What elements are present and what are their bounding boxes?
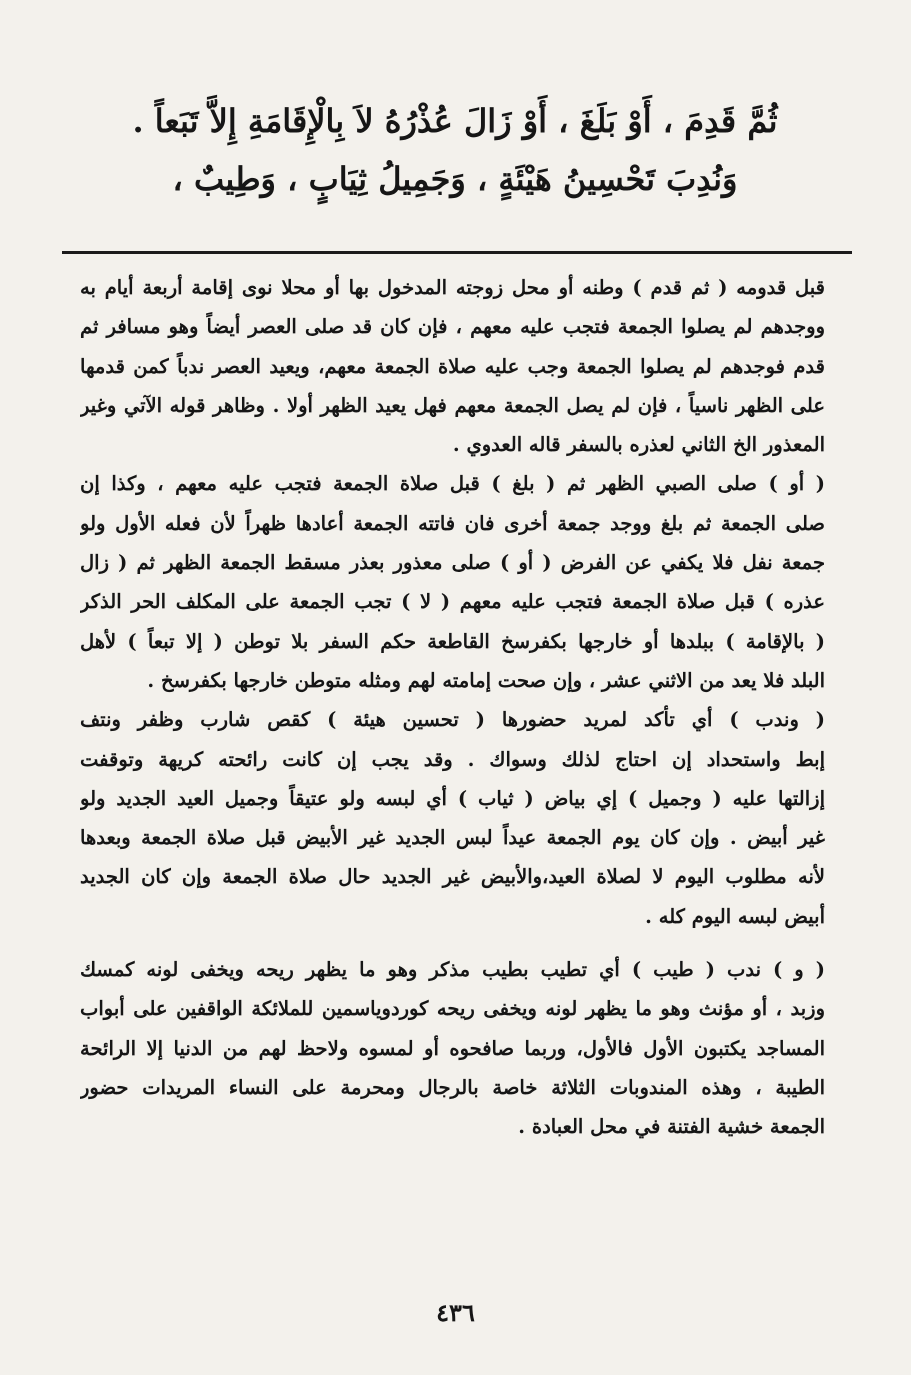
page-number: ٤٣٦: [436, 1298, 475, 1327]
commentary-text: [80, 268, 825, 1147]
text-line: غير أبيض . وإن كان يوم الجمعة عيداً لبس الجديد غير الأبيض قبل صلاة الجمعة وبعدها: [80, 826, 825, 850]
text-line: عذره ) قبل صلاة الجمعة فتجب عليه معهم ( لا ) تجب الجمعة على المكلف الحر الذكر: [80, 590, 825, 614]
text-line: إبط واستحداد إن احتاج لذلك وسواك . وقد يجب إن كانت رائحته كريهة وتوقفت: [80, 747, 825, 771]
text-line: جمعة نفل فلا يكفي عن الفرض ( أو ) صلى معذور بعذر مسقط الجمعة الظهر ثم ( زال: [80, 551, 825, 575]
text-line: لأنه مطلوب اليوم لا لصلاة العيد،والأبيض غير الجديد حال صلاة الجمعة وإن كان الجديد: [80, 865, 825, 889]
text-line: ( و ) ندب ( طيب ) أي تطيب بطيب مذكر وهو ما يظهر ريحه ويخفى لونه كمسك: [80, 958, 825, 982]
matn-line: وَنُدِبَ تَحْسِينُ هَيْئَةٍ ، وَجَمِيلُ ثِيَابٍ ، وَطِيبٌ ،: [172, 160, 738, 198]
commentary-paragraph: [80, 950, 825, 1146]
text-line: ( بالإقامة ) ببلدها أو خارجها بكفرسخ القاطعة حكم السفر بلا توطن ( إلا تبعاً ) لأهل: [80, 629, 825, 653]
text-line: إزالتها عليه ( وجميل ) إي بياض ( ثياب ) أي لبسه ولو عتيقاً وجميل العيد الجديد ولو: [80, 786, 825, 810]
matn-text: [60, 92, 850, 208]
text-line: البلد فلا يعد من الاثني عشر ، وإن صحت إمامته لهم ومثله متوطن خارجها بكفرسخ .: [147, 668, 825, 692]
text-line: المعذور الخ الثاني لعذره بالسفر قاله العدوي .: [452, 433, 825, 457]
text-line: وزبد ، أو مؤنث وهو ما يظهر لونه ويخفى ريحه كوردوياسمين للملائكة الواقفين على أبواب: [80, 997, 825, 1021]
text-line: ووجدهم لم يصلوا الجمعة فتجب عليه معهم ، فإن كان قد صلى العصر أيضاً وهو مسافر ثم: [80, 315, 825, 339]
text-line: صلى الجمعة ثم بلغ ووجد جمعة أخرى فان فاتته الجمعة أعادها ظهراً لأن فعله الأول ولو: [80, 511, 825, 535]
text-line: قبل قدومه ( ثم قدم ) وطنه أو محل زوجته المدخول بها أو محلا نوى إقامة أربعة أيام به: [80, 276, 825, 299]
commentary-paragraph: [80, 268, 825, 464]
separator-rule: [62, 251, 852, 254]
text-line: الجمعة خشية الفتنة في محل العبادة .: [518, 1115, 825, 1139]
text-line: على الظهر ناسياً ، فإن لم يصل الجمعة معهم فهل يعيد الظهر أولا . وظاهر قوله الآتي وغير: [80, 393, 825, 417]
text-line: ( أو ) صلى الصبي الظهر ثم ( بلغ ) قبل صلاة الجمعة فتجب عليه معهم ، وكذا إن: [80, 472, 825, 496]
text-line: الطيبة ، وهذه المندوبات الثلاثة خاصة بالرجال ومحرمة على النساء المريدات حضور: [80, 1075, 825, 1099]
commentary-paragraph: [80, 700, 825, 936]
text-line: قدم فوجدهم لم يصلوا الجمعة وجب عليه صلاة الجمعة معهم، ويعيد العصر ندباً كمن قدمها: [80, 354, 825, 378]
text-line: أبيض لبسه اليوم كله .: [645, 904, 825, 928]
matn-line: ثُمَّ قَدِمَ ، أَوْ بَلَغَ ، أَوْ زَالَ عُذْرُهُ لاَ بِالْإِقَامَةِ إِلاَّ تَبَعاً .: [132, 102, 778, 140]
text-line: المساجد يكتبون الأول فالأول، وربما صافحوه أو لمسوه ولاحظ لهم من الدنيا إلا الرائحة: [80, 1036, 825, 1060]
text-line: ( وندب ) أي تأكد لمريد حضورها ( تحسين هيئة ) كقص شارب وظفر ونتف: [80, 708, 825, 732]
commentary-paragraph: [80, 464, 825, 700]
paragraph-gap: [80, 936, 825, 950]
